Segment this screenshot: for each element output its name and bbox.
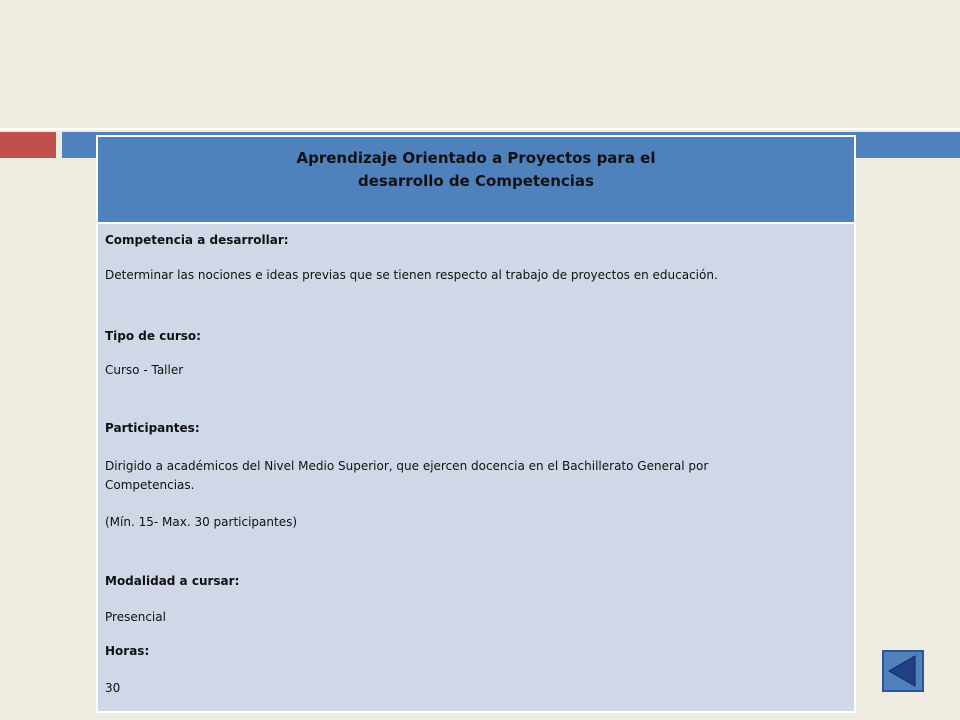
triangle-left-icon [884, 652, 922, 690]
participantes-note: (Mín. 15- Max. 30 participantes) [105, 515, 298, 529]
tipo-curso-text: Curso - Taller [105, 363, 184, 377]
course-info-table [96, 135, 856, 713]
top-divider-line [0, 128, 960, 130]
horas-label: Horas: [105, 644, 150, 658]
accent-bar-red [0, 132, 56, 158]
participantes-text: Dirigido a académicos del Nivel Medio Superior, que ejercen docencia en el Bachillerato General por Competencias. [105, 459, 709, 492]
table-header [98, 137, 854, 222]
back-button[interactable] [882, 650, 924, 692]
competencia-label: Competencia a desarrollar: [105, 233, 289, 247]
course-title-line-2: desarrollo de Competencias [358, 172, 594, 190]
course-title-line-1: Aprendizaje Orientado a Proyectos para el [296, 149, 656, 167]
modalidad-text: Presencial [105, 610, 166, 624]
participantes-label: Participantes: [105, 421, 200, 435]
tipo-curso-label: Tipo de curso: [105, 329, 201, 343]
horas-text: 30 [105, 681, 121, 695]
modalidad-label: Modalidad a cursar: [105, 574, 240, 588]
competencia-text: Determinar las nociones e ideas previas que se tienen respecto al trabajo de proyectos en educación. [105, 268, 718, 282]
table-body [98, 224, 854, 711]
